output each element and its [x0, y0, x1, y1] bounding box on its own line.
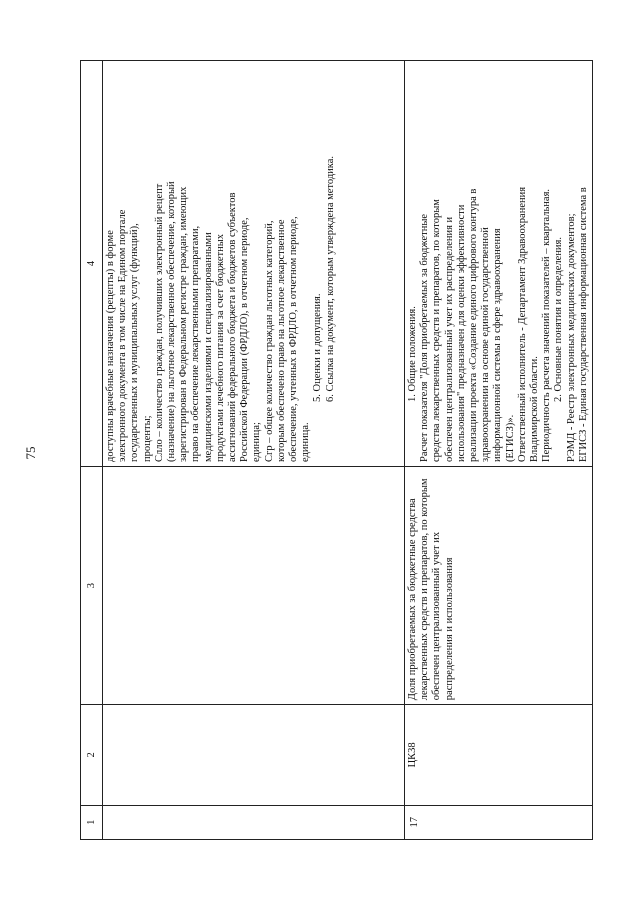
table-row	[405, 61, 593, 840]
row2-code-cell: ЦК38	[405, 705, 593, 805]
method-line: ассигнований федерального бюджета и бюджетов субъектов	[227, 192, 239, 462]
method-line: Ответственный исполнитель - Департамент Здравоохранения	[516, 186, 528, 462]
header-col-2: 2	[81, 705, 103, 805]
method-line: государственных и муниципальных услуг (функций),	[129, 223, 141, 462]
method-line: информационной системы в сфере здравоохранения	[492, 228, 504, 462]
row2-name-cell: Доля приобретаемых за бюджетные средства лекарственных средств и препаратов, по которым обеспечен централизованный учет их распределения и использования	[405, 466, 593, 704]
method-line: реализации проекта «Создание единого цифрового контура в	[468, 188, 480, 462]
row1-code-cell	[103, 705, 405, 805]
page-number: 75	[23, 446, 38, 460]
method-line: обеспечен централизованный учет их распределения и	[443, 216, 455, 462]
header-col-1: 1	[81, 805, 103, 839]
table-row	[103, 61, 405, 840]
method-line: продуктами лечебного питания за счет бюджетных	[214, 234, 226, 462]
method-line: Периодичность расчета значений показателей – квартальная.	[541, 188, 553, 462]
method-line: доступны врачебные назначения (рецепты) в форме	[105, 230, 116, 462]
method-line: проценты;	[141, 415, 153, 462]
method-line: 1. Общие положения.	[407, 306, 418, 402]
header-col-3: 3	[81, 466, 103, 704]
indicator-table	[80, 60, 593, 840]
method-line: РЭМД - Реестр электронных медицинских документов;	[565, 213, 577, 462]
method-line: (ЕГИСЗ)».	[504, 414, 516, 462]
method-line: которым обеспечено право на льготное лекарственное	[275, 219, 287, 462]
method-line: право на обеспечение лекарственными препаратами,	[190, 225, 202, 462]
method-line: использования" предназначен для оценки эффективности	[455, 204, 467, 462]
row1-name-cell	[103, 466, 405, 704]
method-line: единица.	[300, 422, 312, 462]
method-line: Владимирской области.	[529, 356, 541, 462]
method-line: Слло – количество граждан, получивших электронный рецепт	[153, 183, 165, 462]
row2-method-cell	[405, 61, 593, 467]
method-line: средства лекарственных средств и препаратов, по которым	[431, 199, 443, 462]
method-line: 6. Ссылка на документ, которым утверждена методика.	[324, 155, 336, 402]
method-line: электронного документа в том числе на Едином портале	[117, 209, 129, 462]
method-line: (назначение) на льготное лекарственное обеспечение, который	[166, 181, 178, 462]
method-line: медицинскими изделиями и специализированными	[202, 232, 214, 462]
row2-num-cell: 17	[405, 805, 593, 839]
row1-method-cell	[103, 61, 405, 467]
method-line: 2. Основные понятия и определения.	[553, 236, 565, 402]
method-line: ЕГИСЗ - Единая государственная информационная система в	[577, 187, 589, 462]
method-line: зарегистрирован в Федеральном регистре граждан, имеющих	[178, 186, 190, 462]
method-line: Расчет показателя "Доля приобретаемых за бюджетные	[419, 213, 431, 462]
row1-num-cell	[103, 805, 405, 839]
method-line: здравоохранении на основе единой государственной	[480, 227, 492, 462]
method-line: Сгр – общее количество граждан льготных категорий,	[263, 220, 275, 462]
method-line: единица;	[251, 422, 263, 462]
rotated-table-container	[80, 60, 589, 840]
header-row	[81, 61, 103, 840]
method-line: Российской Федерации (ФРДЛО), в отчетном периоде,	[239, 217, 251, 462]
method-line: 5. Оценки и допущения.	[312, 293, 324, 402]
header-col-4: 4	[81, 61, 103, 467]
method-line: обеспечение, учтенных в ФРДЛО, в отчетном периоде,	[288, 216, 300, 462]
